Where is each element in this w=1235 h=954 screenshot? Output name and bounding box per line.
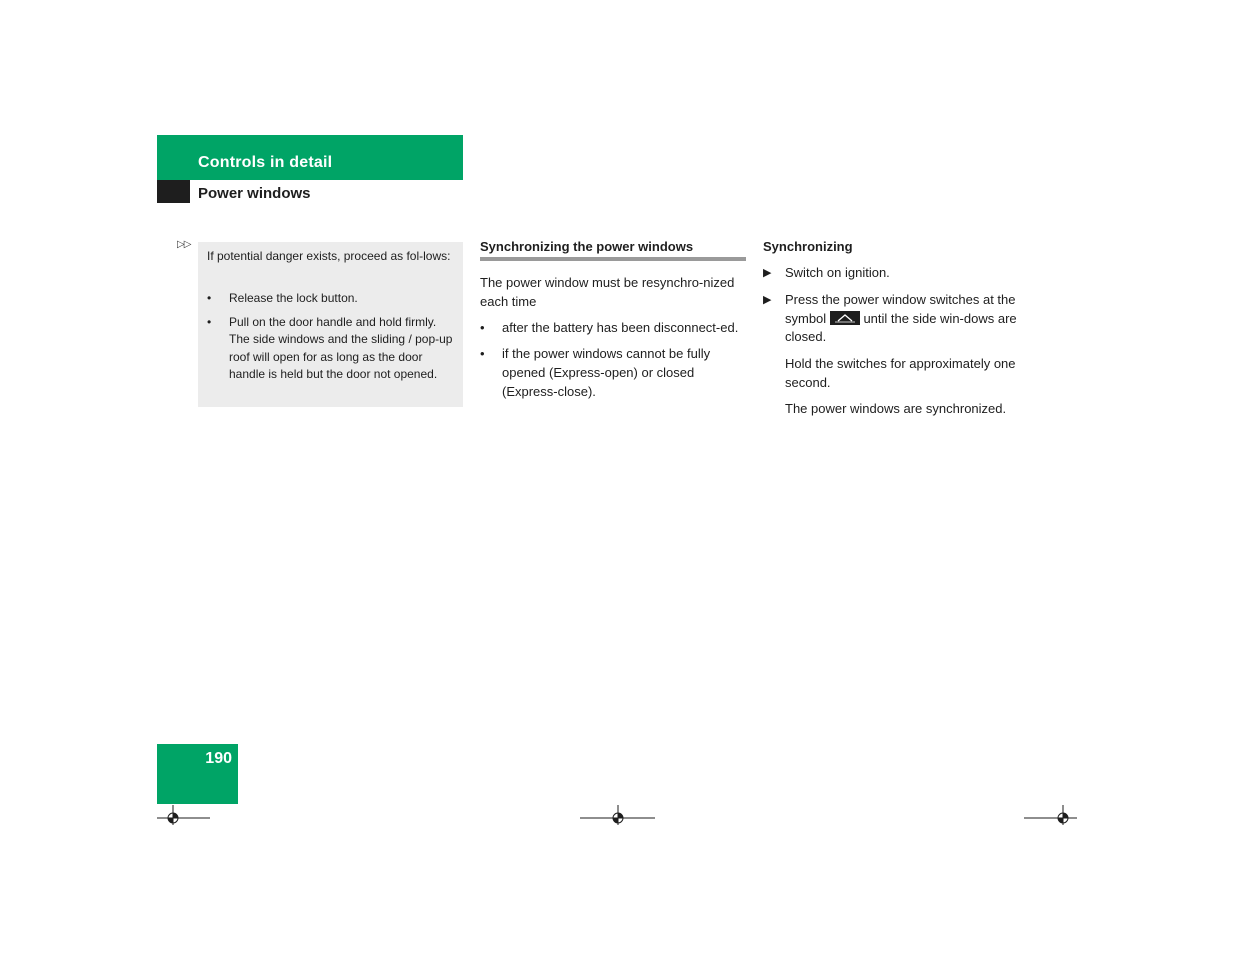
window-close-icon — [830, 311, 860, 325]
condition-text: if the power windows cannot be fully opened (Express-open) or closed (Express-close). — [502, 346, 711, 399]
step-arrow-icon: ▶ — [763, 267, 772, 279]
bullet-icon: • — [207, 314, 212, 329]
bullet-icon: • — [207, 291, 212, 305]
page-number: 190 — [205, 750, 232, 767]
warning-list — [207, 290, 457, 390]
sync-conditions-list — [480, 318, 746, 408]
list-item — [480, 318, 746, 337]
condition-text: after the battery has been disconnect-ed. — [502, 320, 739, 335]
step-2 — [763, 291, 1028, 347]
step-arrow-icon: ▶ — [763, 294, 772, 306]
subsection-marker — [157, 180, 190, 203]
list-item — [207, 290, 457, 308]
crop-mark-icon — [157, 803, 211, 825]
list-item — [480, 344, 746, 401]
bullet-icon: • — [480, 320, 485, 335]
sync-heading: Synchronizing the power windows — [480, 239, 694, 254]
crop-mark-icon — [580, 803, 656, 825]
step-text-after: until the side win-dows are closed. — [785, 310, 1017, 344]
step-text-before: Press the power window switches at the symbol — [785, 292, 1016, 326]
warning-intro: If potential danger exists, proceed as fol-lows: — [207, 249, 451, 263]
bullet-icon: • — [480, 346, 485, 361]
warning-item-text: Release the lock button. — [229, 291, 358, 305]
warning-item-text: Pull on the door handle and hold firmly. The side windows and the sliding / pop-up roof will open for as long as the door handle is held but the door not opened. — [229, 314, 453, 381]
step-note: Hold the switches for approximately one second. — [785, 356, 1016, 390]
continuation-marker: ▷▷ — [177, 239, 191, 250]
step-result: The power windows are synchronized. — [785, 401, 1007, 416]
sync-paragraph: The power window must be resynchro-nized each time — [480, 275, 735, 309]
heading-rule — [480, 257, 746, 261]
step-text: Switch on ignition. — [785, 265, 890, 280]
crop-mark-icon — [1024, 803, 1078, 825]
step-1 — [763, 264, 1028, 283]
subsection-title: Power windows — [198, 185, 311, 202]
list-item — [207, 314, 457, 384]
section-title: Controls in detail — [198, 154, 333, 171]
synchronizing-heading: Synchronizing — [763, 239, 853, 254]
